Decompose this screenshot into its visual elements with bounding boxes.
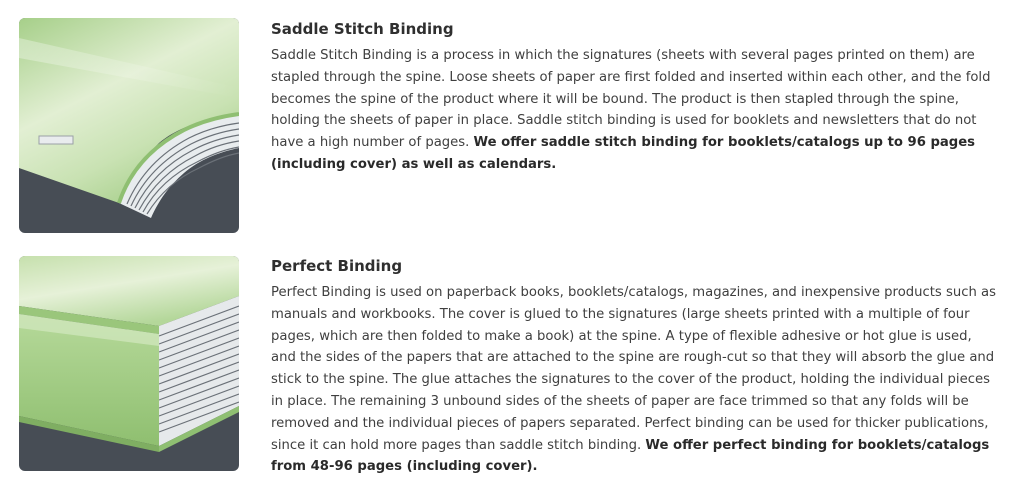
perfect-binding-illustration-icon — [19, 256, 239, 471]
saddle-stitch-illustration-icon — [19, 18, 239, 233]
section-body — [271, 282, 996, 478]
saddle-stitch-text — [271, 19, 996, 176]
perfect-binding-text — [271, 256, 996, 478]
section-heading: Perfect Binding — [271, 257, 403, 275]
body-bold-text: We offer saddle stitch binding for booklets/catalogs up to 96 pages (including cover) as well as calendars. — [271, 135, 976, 172]
body-text: Saddle Stitch Binding is a process in which the signatures (sheets with several pages printed on them) are stapled through the spine. Loose sheets of paper are first folded and inserted within each other, and the fold becomes the spine of the product where it will be bound. The product is then stapled through the spine, holding the sheets of paper in place. Saddle stitch binding is used for booklets and newsletters that do not have a high number of pages. — [271, 48, 991, 151]
section-heading: Saddle Stitch Binding — [271, 20, 454, 38]
body-bold-text: We offer perfect binding for booklets/catalogs from 48-96 pages (including cover). — [271, 437, 990, 475]
body-text: Perfect Binding is used on paperback books, booklets/catalogs, magazines, and inexpensive products such as manuals and workbooks. The cover is glued to the signatures (large sheets printed with a multiple of four pages, which are then folded to make a book) at the spine. A type of flexible adhesive or hot glue is used, and the sides of the papers that are attached to the spine are rough-cut so that they will absorb the glue and stick to the spine. The glue attaches the signatures to the cover of the product, holding the individual pieces in place. The remaining 3 unbound sides of the sheets of paper are face trimmed so that any folds will be removed and the individual pieces of papers separated. Perfect binding can be used for thicker publications, since it can hold more pages than saddle stitch binding. — [271, 285, 996, 453]
section-body — [271, 45, 996, 176]
